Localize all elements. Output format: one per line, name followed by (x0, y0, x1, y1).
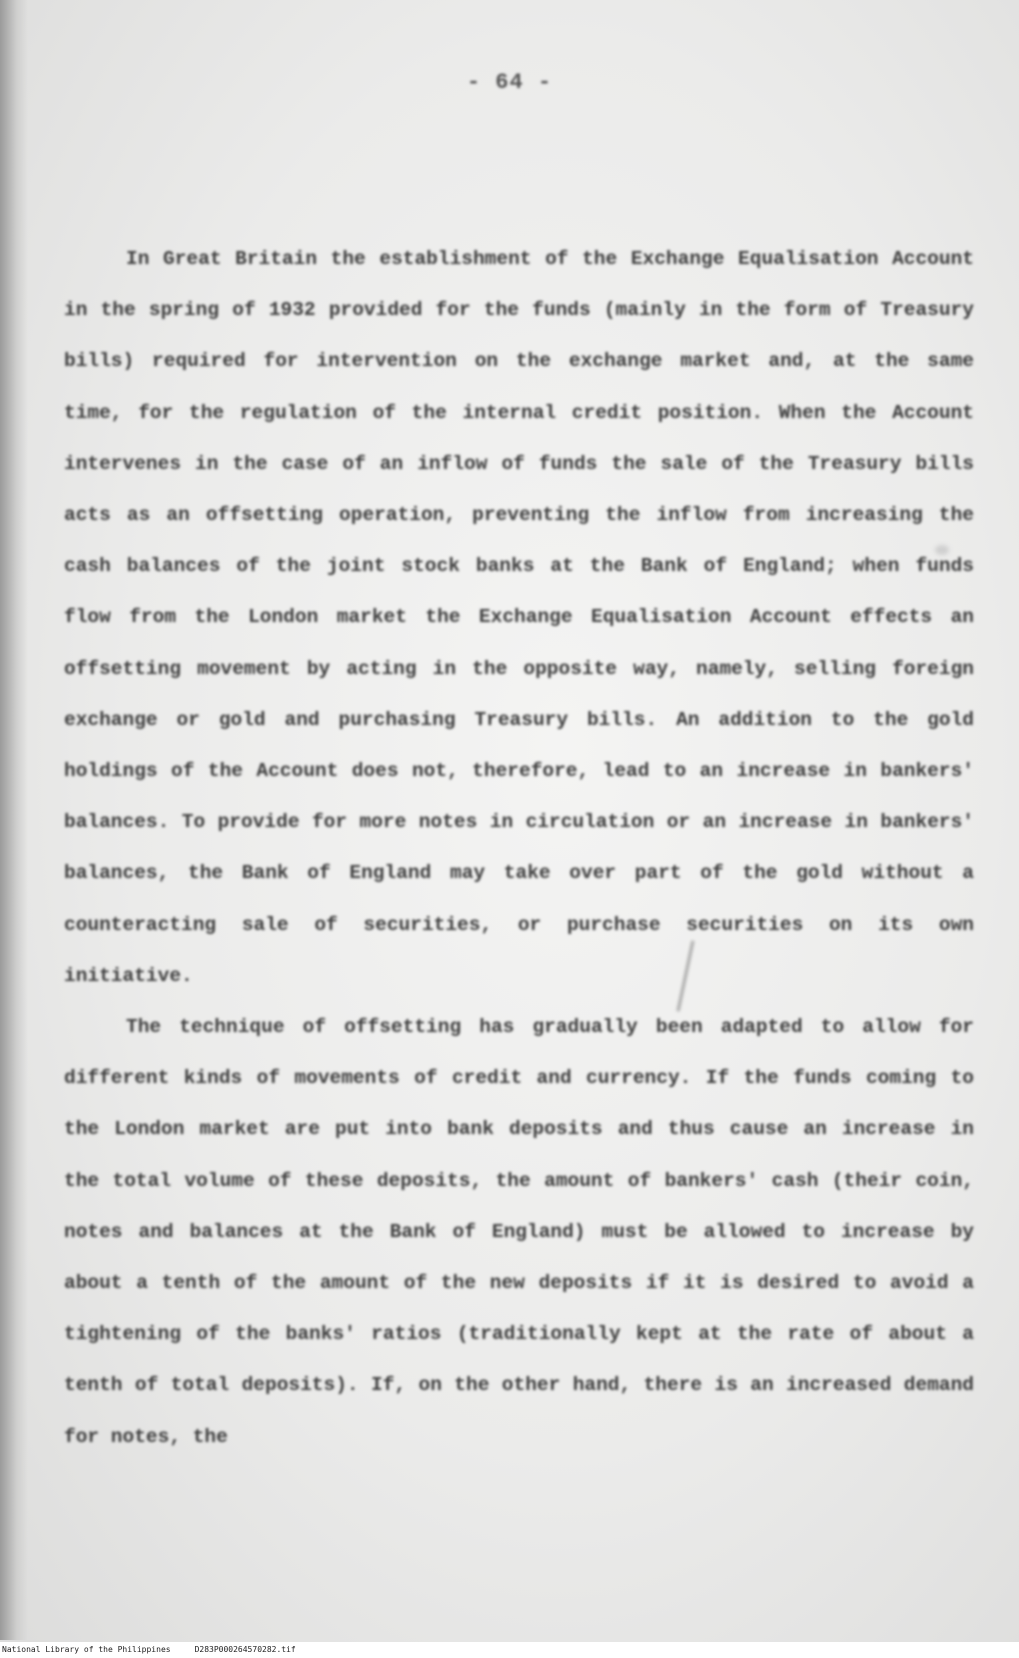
body-text (64, 234, 974, 1463)
scan-edge-shadow (0, 0, 28, 1640)
scan-footer (0, 1642, 1019, 1658)
paragraph-2: The technique of offsetting has gradually been adapted to allow for different kinds of movements of credit and currency. If the funds coming to the London market are put into bank deposits and thus cause an increase in the total volume of these deposits, the amount of bankers' cash (their coin, notes and balances at the Bank of England) must be allowed to increase by about a tenth of the amount of the new deposits if it is desired to avoid a tightening of the banks' ratios (traditionally kept at the rate of about a tenth of total deposits). If, on the other hand, there is an increased demand for notes, the (64, 1016, 974, 1448)
footer-file: D283P000264570282.tif (194, 1645, 296, 1654)
paragraph-1: In Great Britain the establishment of the Exchange Equalisation Account in the spring of 1932 provided for the funds (mainly in the form of Treasury bills) required for intervention on the exchange market and, at the same time, for the regulation of the internal credit position. When the Account intervenes in the case of an inflow of funds the sale of the Treasury bills acts as an offsetting operation, preventing the inflow from increasing the cash balances of the joint stock banks at the Bank of England; when funds flow from the London market the Exchange Equalisation Account effects an offsetting movement by acting in the opposite way, namely, selling foreign exchange or gold and purchasing Treasury bills. An addition to the gold holdings of the Account does not, therefore, lead to an increase in bankers' balances. To provide for more notes in circulation or an increase in bankers' balances, the Bank of England may take over part of the gold without a counteracting sale of securities, or purchase securities on its own initiative. (64, 248, 974, 987)
page-number: - 64 - (466, 70, 553, 95)
footer-library: National Library of the Philippines (2, 1645, 171, 1654)
scan-speck (935, 545, 949, 555)
